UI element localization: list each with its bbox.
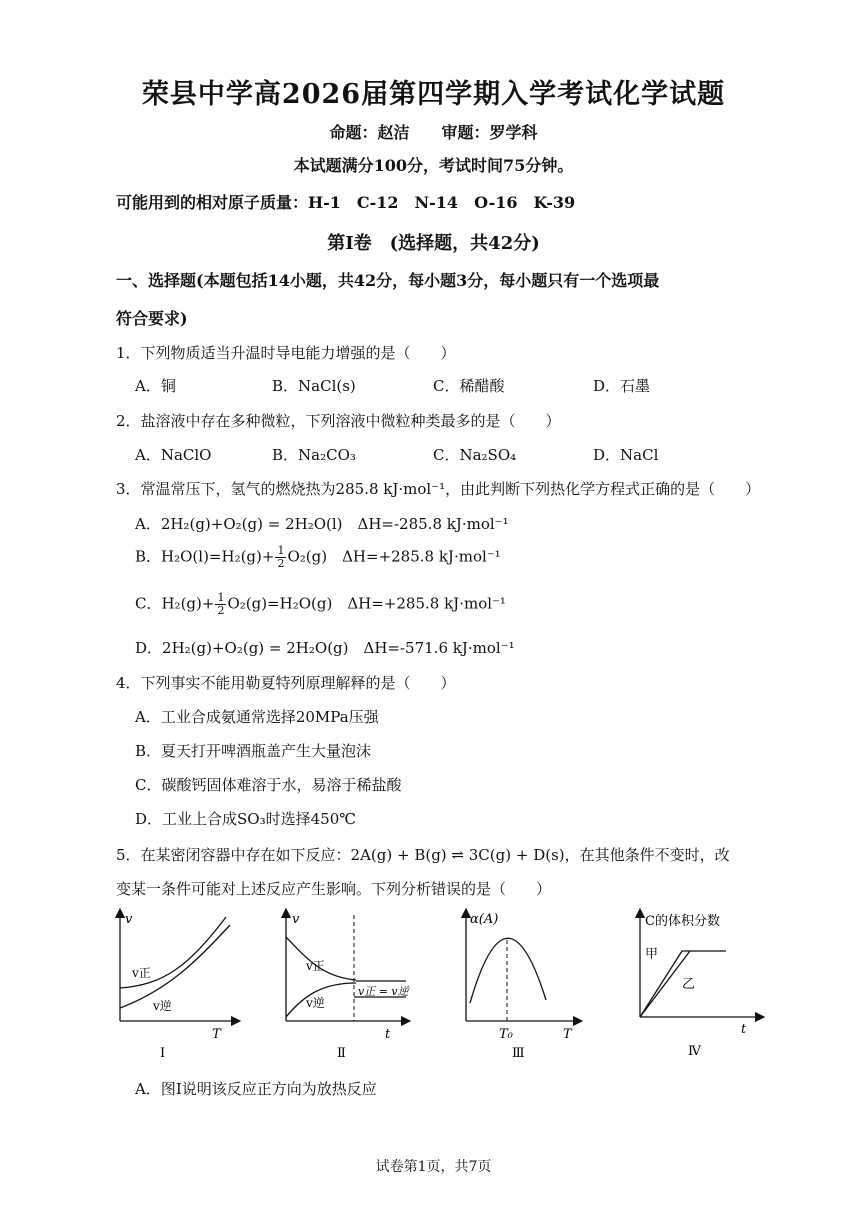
- graph-3-y-label: α(A): [470, 912, 499, 927]
- q1-option-a: A．铜: [135, 377, 176, 395]
- graph-2-eq-label: v正 = v逆: [358, 985, 409, 998]
- graph-2-x-label: t: [385, 1027, 391, 1042]
- q5-graphs: [108, 905, 768, 1065]
- graph-2-vrev-label: v逆: [306, 996, 325, 1010]
- graph-4-caption: Ⅳ: [688, 1044, 701, 1059]
- q5-stem-line2: 变某一条件可能对上述反应产生影响。下列分析错误的是（ ）: [116, 880, 552, 898]
- graph-1-vfwd-label: v正: [132, 966, 151, 980]
- q3-option-c: [135, 592, 506, 617]
- q5-stem-line1: 5．在某密闭容器中存在如下反应：2A(g) + B(g) ⇌ 3C(g) + D(s)，在其他条件不变时，改: [116, 846, 730, 864]
- graph-4-jia-label: 甲: [645, 947, 659, 962]
- graph-1-x-label: T: [212, 1027, 221, 1042]
- q3-option-c-pre: C．H₂(g)+: [135, 594, 215, 613]
- section-heading-line2: 符合要求): [116, 309, 188, 328]
- q4-stem: 4．下列事实不能用勒夏特列原理解释的是（ ）: [116, 674, 456, 692]
- graph-4-x-label: t: [741, 1022, 747, 1037]
- graph-1: [120, 912, 236, 1061]
- q1-stem: 1．下列物质适当升温时导电能力增强的是（ ）: [116, 344, 456, 362]
- q3-stem: 3．常温常压下，氢气的燃烧热为285.8 kJ·mol⁻¹，由此判断下列热化学方程式正确的是（ ）: [116, 480, 761, 498]
- graph-2-vfwd-label: v正: [306, 959, 325, 973]
- authors: 命题：赵洁 审题：罗学科: [329, 123, 538, 142]
- q4-option-b: B．夏天打开啤酒瓶盖产生大量泡沫: [135, 742, 372, 760]
- q3-option-d: D．2H₂(g)+O₂(g) = 2H₂O(g) ΔH=-571.6 kJ·mol⁻¹: [135, 639, 515, 657]
- graph-1-y-label: v: [125, 912, 133, 927]
- graph-2-caption: Ⅱ: [337, 1046, 346, 1061]
- graph-3-x0-label: T₀: [499, 1027, 513, 1042]
- fraction-half: $\frac{1}{2}$: [277, 544, 285, 570]
- q3-option-a: A．2H₂(g)+O₂(g) = 2H₂O(l) ΔH=-285.8 kJ·mol⁻¹: [135, 515, 509, 533]
- q3-option-b: [135, 545, 501, 570]
- atomic-masses: 可能用到的相对原子质量：H-1 C-12 N-14 O-16 K-39: [116, 193, 576, 212]
- q1-option-b: B．NaCl(s): [272, 377, 356, 395]
- graph-3-caption: Ⅲ: [512, 1046, 525, 1061]
- q4-option-d: D．工业上合成SO₃时选择450℃: [135, 810, 357, 828]
- q4-option-a: A．工业合成氨通常选择20MPa压强: [135, 708, 379, 726]
- graph-4: [640, 913, 760, 1059]
- graph-1-caption: Ⅰ: [160, 1046, 166, 1061]
- q1-option-d: D．石墨: [593, 377, 651, 395]
- q2-option-b: B．Na₂CO₃: [272, 446, 356, 464]
- q5-option-a: A．图Ⅰ说明该反应正方向为放热反应: [135, 1080, 377, 1098]
- graph-3-x-label: T: [563, 1027, 572, 1042]
- q4-option-c: C．碳酸钙固体难溶于水，易溶于稀盐酸: [135, 776, 402, 794]
- graph-4-y-label: C的体积分数: [645, 914, 720, 929]
- volume-heading: 第Ⅰ卷 (选择题，共42分): [327, 233, 540, 254]
- q3-option-c-post: O₂(g)=H₂O(g) ΔH=+285.8 kJ·mol⁻¹: [227, 594, 506, 613]
- section-heading-line1: 一、选择题(本题包括14小题，共42分，每小题3分，每小题只有一个选项最: [116, 271, 660, 290]
- q2-option-d: D．NaCl: [593, 446, 659, 464]
- graph-3-curve: [470, 938, 546, 1003]
- graph-3: [466, 912, 578, 1061]
- q2-option-c: C．Na₂SO₄: [433, 446, 517, 464]
- exam-title: 荣县中学高2026届第四学期入学考试化学试题: [141, 79, 726, 110]
- graph-4-yi-label: 乙: [682, 977, 696, 992]
- exam-info: 本试题满分100分，考试时间75分钟。: [293, 156, 574, 175]
- graph-2-y-label: v: [292, 912, 300, 927]
- q3-option-b-pre: B．H₂O(l)=H₂(g)+: [135, 547, 275, 566]
- fraction-half: $\frac{1}{2}$: [217, 591, 225, 617]
- graph-1-vrev-label: v逆: [153, 999, 172, 1013]
- q1-option-c: C．稀醋酸: [433, 377, 505, 395]
- graph-2: [286, 912, 411, 1061]
- q2-stem: 2．盐溶液中存在多种微粒，下列溶液中微粒种类最多的是（ ）: [116, 412, 561, 430]
- q3-option-b-post: O₂(g) ΔH=+285.8 kJ·mol⁻¹: [287, 547, 501, 566]
- q2-option-a: A．NaClO: [135, 446, 212, 464]
- page-footer: 试卷第1页，共7页: [375, 1159, 492, 1175]
